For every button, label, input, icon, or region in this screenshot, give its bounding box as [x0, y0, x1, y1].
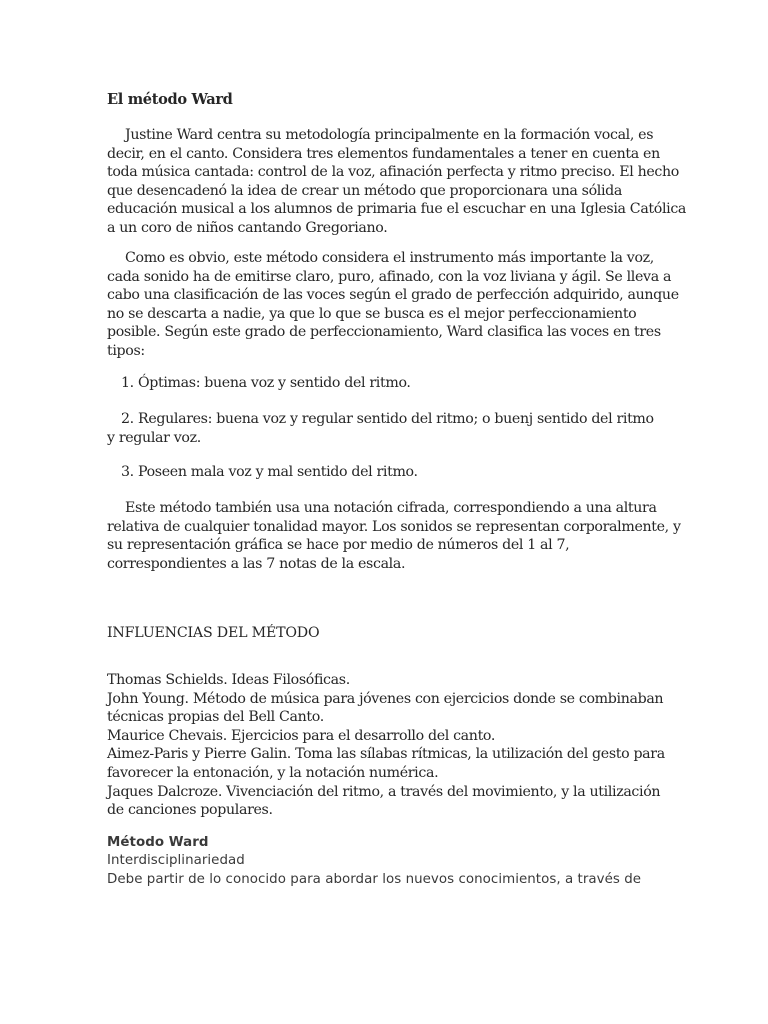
section-subtitle: Interdisciplinariedad	[107, 853, 245, 869]
section-heading-influences: INFLUENCIAS DEL MÉTODO	[107, 625, 320, 641]
paragraph-line: Este método también usa una notación cifrada, correspondiendo a una altura	[125, 500, 657, 516]
paragraph-line: decir, en el canto. Considera tres elementos fundamentales a tener en cuenta en	[107, 145, 660, 162]
paragraph-line: su representación gráfica se hace por medio de números del 1 al 7,	[107, 537, 570, 554]
paragraph-line: educación musical a los alumnos de primaria fue el escuchar en una Iglesia Católica	[107, 201, 687, 218]
section-metodo-ward	[107, 834, 707, 889]
paragraph-line: cada sonido ha de emitirse claro, puro, afinado, con la voz liviana y ágil. Se lleva a	[107, 268, 672, 285]
paragraph-line: posible. Según este grado de perfeccionamiento, Ward clasifica las voces en tres	[107, 324, 661, 341]
list-item-text: 3. Poseen mala voz y mal sentido del ritmo.	[121, 464, 418, 480]
paragraph-line: correspondientes a las 7 notas de la escala.	[107, 555, 406, 572]
influence-line: Jaques Dalcroze. Vivenciación del ritmo, a través del movimiento, y la utilización	[107, 783, 661, 800]
list-item-text: 1. Óptimas: buena voz y sentido del ritmo.	[121, 375, 411, 391]
influence-line: favorecer la entonación, y la notación numérica.	[107, 764, 439, 781]
paragraph-intro	[107, 126, 687, 238]
paragraph-notation	[107, 499, 681, 573]
list-item-optimas	[107, 374, 667, 393]
paragraph-line: a un coro de niños cantando Gregoriano.	[107, 219, 388, 236]
section-text: Debe partir de lo conocido para abordar los nuevos conocimientos, a través de	[107, 871, 642, 887]
section-title: Método Ward	[107, 835, 209, 850]
influence-line: Maurice Chevais. Ejercicios para el desarrollo del canto.	[107, 727, 496, 744]
list-item-text: y regular voz.	[107, 429, 201, 446]
paragraph-line: toda música cantada: control de la voz, afinación perfecta y ritmo preciso. El hecho	[107, 164, 679, 181]
paragraph-line: Justine Ward centra su metodología principalmente en la formación vocal, es	[125, 127, 654, 143]
influence-line: técnicas propias del Bell Canto.	[107, 709, 324, 726]
paragraph-line: relativa de cualquier tonalidad mayor. Los sonidos se representan corporalmente, y	[107, 518, 681, 535]
paragraph-line: Como es obvio, este método considera el instrumento más importante la voz,	[125, 250, 654, 266]
paragraph-line: tipos:	[107, 342, 145, 359]
influences-list	[107, 671, 667, 820]
list-item-text: 2. Regulares: buena voz y regular sentido del ritmo; o buenj sentido del ritmo	[121, 411, 654, 427]
paragraph-line: que desencadenó la idea de crear un método que proporcionara una sólida	[107, 182, 622, 199]
document-title: El método Ward	[107, 91, 233, 108]
list-item-mala-voz	[107, 463, 667, 482]
paragraph-line: no se descarta a nadie, ya que lo que se busca es el mejor perfeccionamiento	[107, 305, 637, 322]
paragraph-line: cabo una clasificación de las voces según el grado de perfección adquirido, aunque	[107, 287, 679, 304]
list-item-regulares	[107, 410, 667, 447]
influence-line: de canciones populares.	[107, 802, 273, 819]
paragraph-voice	[107, 249, 679, 361]
influence-line: Aimez-Paris y Pierre Galin. Toma las sílabas rítmicas, la utilización del gesto para	[107, 746, 665, 763]
influence-line: Thomas Schields. Ideas Filosóficas.	[107, 672, 350, 688]
influence-line: John Young. Método de música para jóvenes con ejercicios donde se combinaban	[107, 690, 664, 707]
